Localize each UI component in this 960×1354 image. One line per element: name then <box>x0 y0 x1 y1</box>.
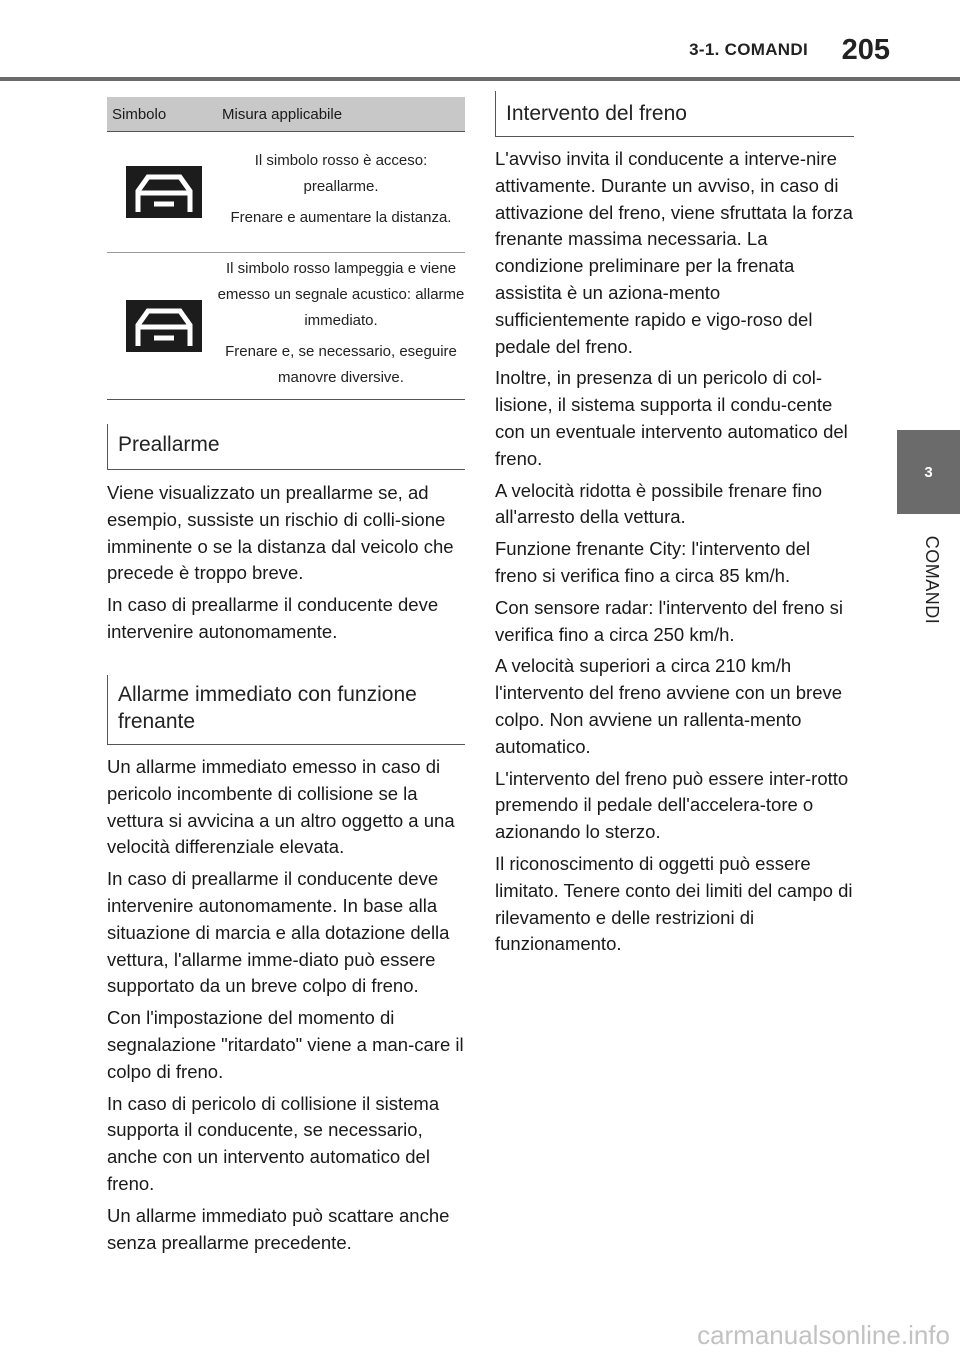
measure-line: Il simbolo rosso è acceso: preallarme. <box>254 152 428 195</box>
heading-text: Preallarme <box>118 433 220 456</box>
intervento-body <box>495 146 855 963</box>
symbol-cell <box>107 253 217 400</box>
paragraph: Un allarme immediato può scattare anche senza preallarme precedente. <box>107 1204 450 1253</box>
heading-intervento-freno <box>495 91 854 137</box>
paragraph: Funzione frenante City: l'intervento del freno si verifica fino a circa 85 km/h. <box>495 538 811 586</box>
paragraph: L'intervento del freno può essere inter-rotto premendo il pedale dell'accelera-tore o azionando lo sterzo. <box>495 767 849 843</box>
paragraph: Viene visualizzato un preallarme se, ad esempio, sussiste un rischio di colli-sione imminente o se la distanza dal veicolo che precede è troppo breve. <box>107 482 454 584</box>
col-measure-header: Misura applicabile <box>217 97 465 132</box>
measure-cell <box>217 132 465 253</box>
col-symbol-header: Simbolo <box>107 97 217 132</box>
measure-line: Frenare e, se necessario, eseguire manovre diversive. <box>225 343 457 386</box>
table-header-row <box>107 97 465 132</box>
paragraph: L'avviso invita il conducente a interve-nire attivamente. Durante un avviso, in caso di attivazione del freno, viene sfruttata la forza frenante massima necessaria. La condizione preliminare per la frenata assistita è un aziona-mento sufficientemente rapido e vigo-roso del pedale del freno. <box>495 148 853 357</box>
heading-allarme-immediato <box>107 675 465 745</box>
paragraph: In caso di preallarme il conducente deve intervenire autonomamente. <box>107 594 439 642</box>
paragraph: Un allarme immediato emesso in caso di pericolo incombente di collisione se la vettura si avvicina a un altro oggetto a una velocità differenziale elevata. <box>107 756 455 858</box>
heading-text: Intervento del freno <box>506 102 687 125</box>
paragraph: Con l'impostazione del momento di segnalazione "ritardato" viene a man-care il colpo di freno. <box>107 1007 464 1082</box>
measure-line: Frenare e aumentare la distanza. <box>230 209 452 226</box>
header-rule <box>0 77 960 81</box>
paragraph: In caso di preallarme il conducente deve intervenire autonomamente. In base alla situazione di marcia e alla dotazione della vettura, l'allarme imme-diato può essere supportato da un breve colpo di freno. <box>107 868 450 997</box>
heading-preallarme <box>107 424 465 470</box>
paragraph: Inoltre, in presenza di un pericolo di col-lisione, il sistema supporta il condu-cente con un eventuale intervento automatico del freno. <box>495 367 848 469</box>
car-warning-icon <box>126 300 202 352</box>
paragraph: A velocità ridotta è possibile frenare fino all'arresto della vettura. <box>495 479 823 528</box>
section-title: 3-1. COMANDI <box>689 40 808 59</box>
symbol-cell <box>107 132 217 253</box>
paragraph: In caso di pericolo di collisione il sistema supporta il conducente, se necessario, anche con un intervento automatico del freno. <box>107 1092 440 1194</box>
paragraph: A velocità superiori a circa 210 km/h l'intervento del freno avviene con un breve colpo. Non avviene un rallenta-mento automatico. <box>495 655 843 757</box>
preallarme-body <box>107 480 467 651</box>
table-row <box>107 253 465 400</box>
allarme-body <box>107 754 467 1261</box>
chapter-number: 3 <box>924 463 933 481</box>
measure-line: Il simbolo rosso lampeggia e viene emesso un segnale acustico: allarme immediato. <box>217 260 465 329</box>
paragraph: Il riconoscimento di oggetti può essere limitato. Tenere conto dei limiti del campo di rilevamento e delle restrizioni di funzionamento. <box>495 852 853 955</box>
page-number: 205 <box>841 34 890 66</box>
chapter-tab <box>897 430 960 514</box>
paragraph: Con sensore radar: l'intervento del freno si verifica fino a circa 250 km/h. <box>495 596 844 645</box>
table-row <box>107 132 465 253</box>
symbol-table <box>107 97 465 400</box>
chapter-label: COMANDI <box>922 535 942 625</box>
heading-text: Allarme immediato con funzione frenante <box>118 683 417 733</box>
watermark: carmanualsonline.info <box>697 1320 950 1350</box>
car-warning-icon <box>126 166 202 218</box>
measure-cell <box>217 253 465 400</box>
